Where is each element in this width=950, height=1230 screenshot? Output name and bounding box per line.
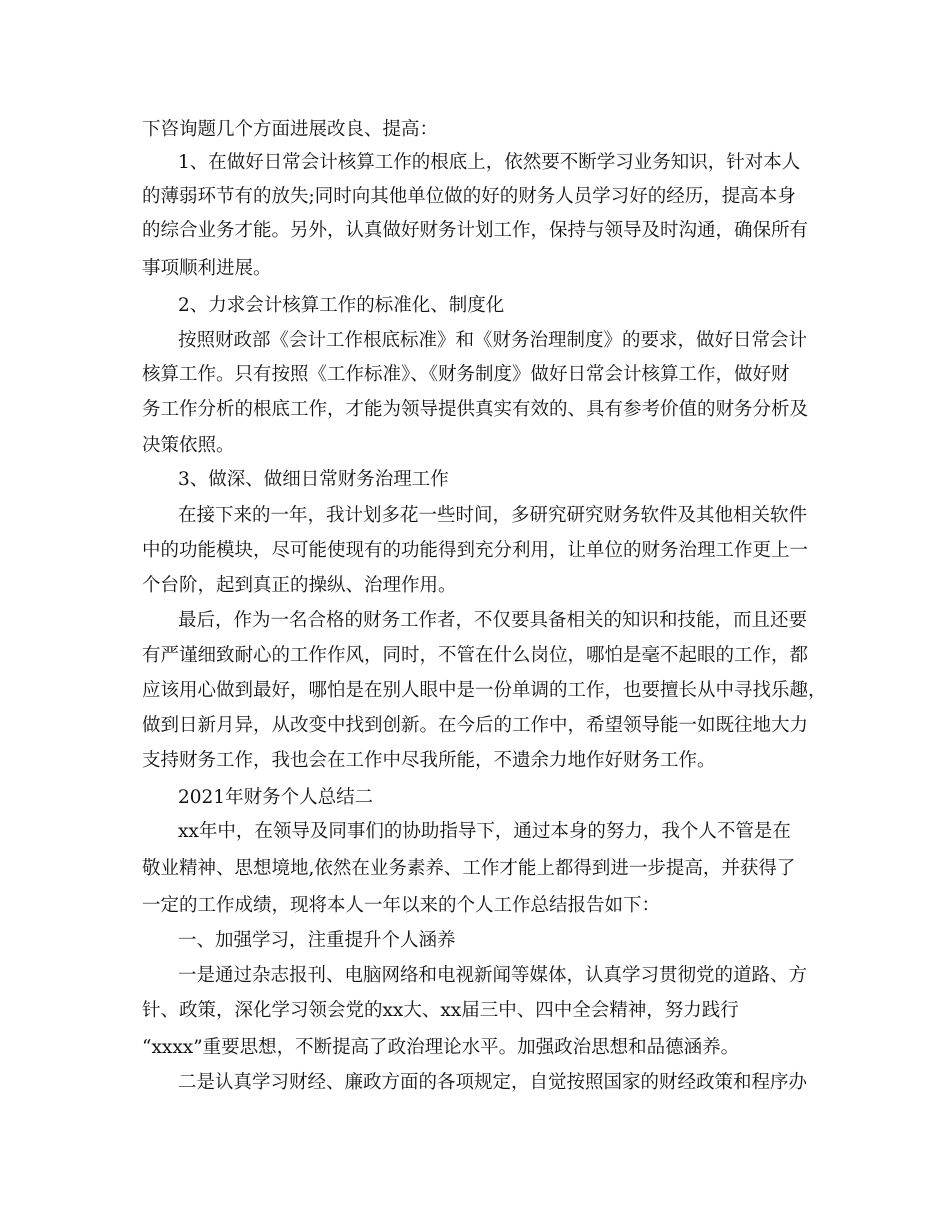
text-line: 最后，作为一名合格的财务工作者，不仅要具备相关的知识和技能，而且还要 xyxy=(178,610,808,631)
text-line: 中的功能模块，尽可能使现有的功能得到充分利用，让单位的财务治理工作更上一 xyxy=(142,540,809,561)
text-line: 有严谨细致耐心的工作作风，同时，不管在什么岗位，哪怕是毫不起眼的工作，都 xyxy=(142,645,809,666)
text-line: 2、力求会计核算工作的标准化、制度化 xyxy=(178,295,505,316)
text-line: 在接下来的一年，我计划多花一些时间，多研究研究财务软件及其他相关软件 xyxy=(178,505,808,526)
text-line: 按照财政部《会计工作根底标准》和《财务治理制度》的要求，做好日常会计 xyxy=(178,330,808,351)
text-line: 一是通过杂志报刊、电脑网络和电视新闻等媒体，认真学习贯彻党的道路、方 xyxy=(178,965,808,986)
text-line: 决策依照。 xyxy=(142,435,235,456)
text-line: 的综合业务才能。另外，认真做好财务计划工作，保持与领导及时沟通，确保所有 xyxy=(142,220,809,241)
text-line: 应该用心做到最好，哪怕是在别人眼中是一份单调的工作，也要擅长从中寻找乐趣， xyxy=(142,680,827,701)
text-line: 二是认真学习财经、廉政方面的各项规定，自觉按照国家的财经政策和程序办 xyxy=(178,1072,808,1093)
text-line: 做到日新月异，从改变中找到创新。在今后的工作中，希望领导能一如既往地大力 xyxy=(142,715,809,736)
text-line: 敬业精神、思想境地,依然在业务素养、工作才能上都得到进一步提高，并获得了 xyxy=(142,858,796,879)
text-line: 针、政策，深化学习领会党的xx大、xx届三中、四中全会精神，努力践行 xyxy=(142,1000,739,1021)
text-line: 事项顺利进展。 xyxy=(142,258,272,279)
text-line: xx年中，在领导及同事们的协助指导下，通过本身的努力，我个人不管是在 xyxy=(178,821,791,842)
text-line: 个台阶，起到真正的操纵、治理作用。 xyxy=(142,575,457,596)
text-line: 1、在做好日常会计核算工作的根底上，依然要不断学习业务知识，针对本人 xyxy=(178,152,801,173)
section-heading: 2021年财务个人总结二 xyxy=(178,787,374,808)
text-line: 一定的工作成绩，现将本人一年以来的个人工作总结报告如下： xyxy=(142,895,661,916)
text-line: “xxxx”重要思想，不断提高了政治理论水平。加强政治思想和品德涵养。 xyxy=(142,1037,740,1058)
text-line: 核算工作。只有按照《工作标准》、《财务制度》做好日常会计核算工作，做好财 xyxy=(142,364,790,385)
text-line: 下咨询题几个方面进展改良、提高： xyxy=(142,119,439,140)
text-line: 3、做深、做细日常财务治理工作 xyxy=(178,469,449,490)
text-line: 支持财务工作，我也会在工作中尽我所能，不遗余力地作好财务工作。 xyxy=(142,750,716,771)
subsection-heading: 一、加强学习，注重提升个人涵养 xyxy=(178,930,456,951)
text-line: 务工作分析的根底工作，才能为领导提供真实有效的、具有参考价值的财务分析及 xyxy=(142,399,809,420)
text-line: 的薄弱环节有的放失;同时向其他单位做的好的财务人员学习好的经历，提高本身 xyxy=(142,186,796,207)
